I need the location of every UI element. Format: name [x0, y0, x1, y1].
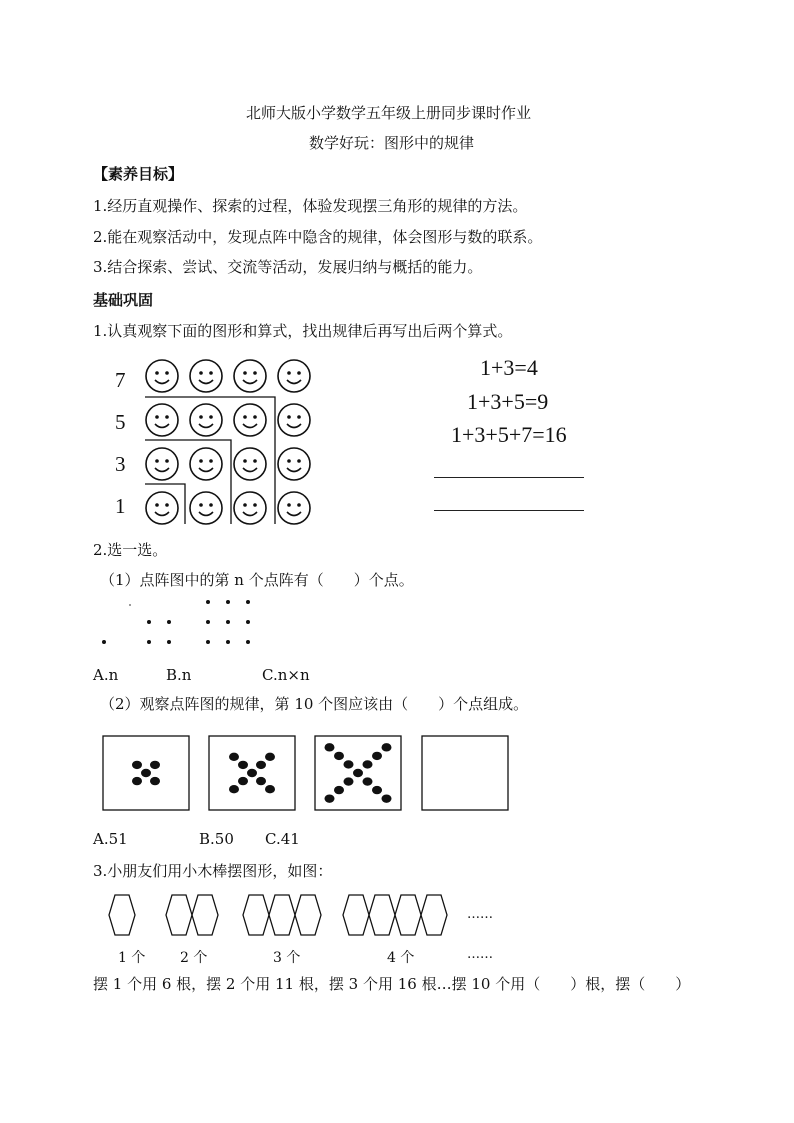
hexagon-chain-3	[243, 895, 321, 935]
smiley-face-icon	[278, 404, 310, 436]
smiley-face-icon	[234, 492, 266, 524]
answer-line-2[interactable]	[434, 510, 584, 511]
hexagon-shape	[421, 895, 447, 935]
hexagon-chain-2	[166, 895, 218, 935]
hexagon-shape	[269, 895, 295, 935]
dot	[206, 600, 210, 604]
goal-item-3: 3.结合探索、尝试、交流等活动，发展归纳与概括的能力。	[93, 258, 483, 276]
partition-line-3	[145, 484, 185, 524]
smiley-face-grid	[135, 350, 335, 530]
q1-prompt: 1.认真观察下面的图形和算式，找出规律后再写出后两个算式。	[93, 322, 513, 340]
dot	[102, 640, 106, 644]
smiley-face-icon	[190, 360, 222, 392]
dot	[226, 640, 230, 644]
x-pattern-9-dots	[229, 753, 275, 794]
smiley-face-icon	[234, 404, 266, 436]
goal-item-2: 2.能在观察活动中，发现点阵中隐含的规律，体会图形与数的联系。	[93, 228, 543, 246]
goals-heading: 【素养目标】	[93, 165, 184, 183]
dot	[246, 640, 250, 644]
equation-3: 1+3+5+7=16	[451, 422, 567, 447]
hex-label-4: 4 个	[387, 950, 415, 966]
x-dot-pattern-figure	[102, 735, 522, 815]
q2-sub2-prompt: （2）观察点阵图的规律，第 10 个图应该由（ ）个点组成。	[100, 695, 529, 713]
answer-line-1[interactable]	[434, 477, 584, 478]
smiley-face-icon	[234, 360, 266, 392]
hexagon-shape	[395, 895, 421, 935]
dot	[147, 620, 151, 624]
equation-2: 1+3+5=9	[467, 389, 549, 414]
smiley-face-icon	[190, 404, 222, 436]
smiley-face-icon	[146, 492, 178, 524]
smiley-face-icon	[190, 492, 222, 524]
row-label-5: 5	[115, 410, 126, 434]
smiley-face-icon	[146, 448, 178, 480]
smiley-face-icon	[234, 448, 266, 480]
hexagon-chain-1	[109, 895, 135, 935]
dot	[226, 600, 230, 604]
hexagon-shape	[192, 895, 218, 935]
dot	[147, 640, 151, 644]
q2-sub1-option-b[interactable]: B.n	[166, 666, 192, 684]
equation-1: 1+3=4	[480, 355, 538, 380]
dot	[226, 620, 230, 624]
goal-item-1: 1.经历直观操作、探索的过程，体验发现摆三角形的规律的方法。	[93, 197, 528, 215]
q3-statement: 摆 1 个用 6 根，摆 2 个用 11 根，摆 3 个用 16 根…摆 10 个用（ ）根，摆（ ）	[93, 975, 691, 993]
q2-sub1-option-c[interactable]: C.n×n	[262, 666, 310, 684]
row-label-1: 1	[115, 494, 126, 518]
x-pattern-5-dots	[132, 761, 160, 786]
q2-sub1-option-a[interactable]: A.n	[93, 666, 119, 684]
smiley-face-icon	[146, 404, 178, 436]
q2-sub2-option-a[interactable]: A.51	[93, 830, 128, 848]
smiley-face-icon	[146, 360, 178, 392]
hex-label-1: 1 个	[118, 950, 146, 966]
pattern-box-4-empty[interactable]	[422, 736, 508, 810]
dot	[206, 640, 210, 644]
smiley-face-icon	[278, 492, 310, 524]
q3-prompt: 3.小朋友们用小木棒摆图形，如图：	[93, 862, 333, 880]
hexagon-shape	[109, 895, 135, 935]
hex-label-2: 2 个	[180, 950, 208, 966]
dot-array-2	[147, 620, 171, 644]
smiley-face-icon	[278, 360, 310, 392]
dot-array-3	[206, 600, 250, 644]
hexagon-shape	[343, 895, 369, 935]
dot	[206, 620, 210, 624]
section-heading: 基础巩固	[93, 291, 154, 309]
row-label-7: 7	[115, 368, 126, 392]
page-title: 北师大版小学数学五年级上册同步课时作业	[246, 104, 532, 122]
page-subtitle: 数学好玩：图形中的规律	[309, 134, 475, 152]
dot	[167, 620, 171, 624]
q2-sub1-prompt: （1）点阵图中的第 n 个点阵有（ ）个点。	[100, 571, 414, 589]
hexagon-shape	[295, 895, 321, 935]
stray-dot	[129, 604, 131, 606]
dot-array-figure	[98, 598, 278, 648]
hexagon-sticks-figure	[105, 893, 465, 943]
ellipsis-top: ……	[467, 907, 493, 922]
hexagon-shape	[243, 895, 269, 935]
dot	[246, 600, 250, 604]
x-pattern-13-dots	[325, 743, 392, 803]
q2-sub2-option-b[interactable]: B.50	[199, 830, 234, 848]
ellipsis-bottom: ……	[467, 947, 493, 962]
hex-label-3: 3 个	[273, 950, 301, 966]
smiley-face-icon	[278, 448, 310, 480]
hexagon-shape	[166, 895, 192, 935]
dot	[246, 620, 250, 624]
dot	[167, 640, 171, 644]
hexagon-chain-4	[343, 895, 447, 935]
dot-array-1	[102, 640, 106, 644]
q2-prompt: 2.选一选。	[93, 541, 168, 559]
q2-sub2-option-c[interactable]: C.41	[265, 830, 300, 848]
hexagon-shape	[369, 895, 395, 935]
smiley-face-icon	[190, 448, 222, 480]
row-label-3: 3	[115, 452, 126, 476]
